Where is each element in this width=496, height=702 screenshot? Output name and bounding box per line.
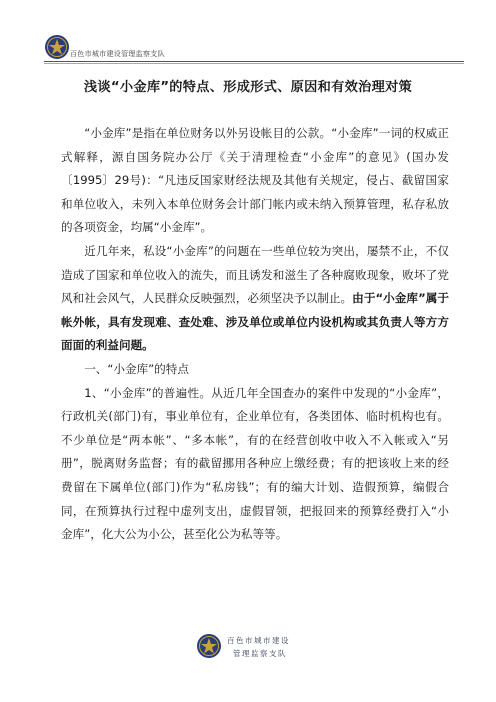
paragraph-background-emphasis: 由于“小金库”属于帐外帐，具有发现难、查处难、涉及单位或单位内设机构或其负责人等方方面面的利益问题。 <box>61 291 449 353</box>
document-title: 浅谈“小金库”的特点、形成形式、原因和有效治理对策 <box>83 80 413 95</box>
paragraph-definition: “小金库”是指在单位财务以外另设帐目的公款。“小金库”一词的权威正式解释，源自国务院办公厅《关于清理检查“小金库”的意见》(国办发〔1995〕29号)：“凡违反国家财经法规及其他有关规定，侵占、截留国家和单位收入，未列入本单位财务会计部门帐内或未纳入预算管理，私存私放的各项资金，均属“小金库”。 <box>61 126 449 235</box>
header-divider <box>44 61 464 62</box>
paragraph-background <box>61 240 449 358</box>
emblem-icon <box>44 34 70 60</box>
paragraph-background-text: 近几年来，私设“小金库”的问题在一些单位较为突出，屡禁不止，不仅造成了国家和单位收入的流失，而且诱发和滋生了各种腐败现象，败坏了党风和社会风气，人民群众反映强烈，必须坚决予以制止。 <box>61 243 449 306</box>
page-footer <box>196 631 316 665</box>
header-divider-secondary <box>44 63 464 64</box>
paragraph-universality: 1、“小金库”的普遍性。从近几年全国查办的案件中发现的“小金库”，行政机关(部门)有，事业单位有，企业单位有，各类团体、临时机构也有。不少单位是“两本帐”、“多本帐”，有的在经营创收中收入不入帐或入“另册”，脱离财务监督；有的截留挪用各种应上缴经费；有的把该收上来的经费留在下属单位(部门)作为“私房钱”；有的编大计划、造假预算，编假合同，在预算执行过程中虚列支出，虚假冒领，把报回来的预算经费打入“小金库”，化大公为小公，甚至化公为私等等。 <box>61 385 449 542</box>
header-org-name: 百色市城市建设管理监察支队 <box>70 50 165 58</box>
emblem-icon <box>196 633 222 659</box>
footer-org-line1: 百色市城市建设 <box>227 636 290 645</box>
document-body <box>61 122 449 547</box>
page-header <box>44 34 464 64</box>
section-heading-features: 一、“小金库”的特点 <box>84 361 189 376</box>
footer-org-line2: 管理监察支队 <box>233 649 287 658</box>
